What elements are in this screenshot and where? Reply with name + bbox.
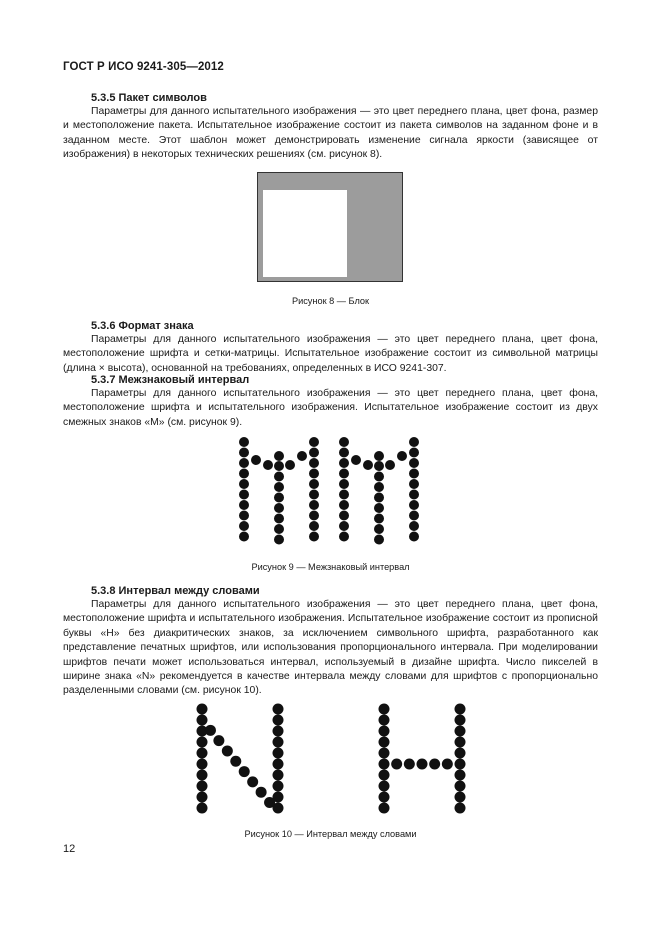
figure-10-n-dot [273,726,284,737]
figure-8-white-block [263,190,347,277]
figure-9-m-right-dot [409,479,419,489]
figure-9-m-right-dot [374,472,384,482]
figure-10-h-dot [379,715,390,726]
figure-10-h-dot [455,759,466,770]
figure-9-m-left-dot [239,500,249,510]
figure-9-m-left-dot [274,503,284,513]
section-5-3-8-text: Параметры для данного испытательного изображения — это цвет переднего плана, цвет фона, местоположение шрифта и испытательного изображения. Испытательное изображение состоит из прописной буквы «Н» без диакритических знаков, за исключением символьного шрифта, разработанного как представление печатных шрифтов, или использования пропорционального интервала. При моделировании шрифтов печати может использоваться интервал, используемый в дизайне шрифта. Число пикселей в ширине знака «N» рекомендуется в качестве интервала между словами для шрифтов с пропорционально разделенными словами (см. рисунок 10). [63,599,598,697]
figure-9-m-left-dot [239,437,249,447]
figure-9-m-right-dot [374,482,384,492]
figure-10-n-dot [197,792,208,803]
figure-10-h-dot [455,781,466,792]
figure-9-m-left-dot [239,469,249,479]
figure-9-m-right-dot [374,514,384,524]
figure-10-n-dot [273,748,284,759]
figure-9-m-left-dot [239,448,249,458]
figure-10-h-dot [379,770,390,781]
figure-10-h-dot [379,737,390,748]
figure-10-h-dot [429,759,440,770]
figure-10-h-dot [455,737,466,748]
figure-9-m-left-dot [285,460,295,470]
figure-9-m-right-dot [339,500,349,510]
figure-10-h-dot [455,803,466,814]
figure-10-n-and-h-letters [188,697,478,825]
figure-9-m-left-dot [274,451,284,461]
figure-10-n-dot [247,776,258,787]
figure-8-caption: Рисунок 8 — Блок [291,296,370,306]
figure-10-n-dot [273,704,284,715]
figure-10-n-dot [239,766,250,777]
figure-9-m-right-dot [409,458,419,468]
figure-9-m-right-dot [351,455,361,465]
figure-10-n-dot [197,704,208,715]
figure-9-m-right-dot [374,524,384,534]
figure-9-m-right-dot [409,448,419,458]
figure-10-h-dot [391,759,402,770]
figure-9-two-m-letters [232,432,427,552]
figure-10-n-dot [197,748,208,759]
figure-9-m-right-dot [409,437,419,447]
figure-9-m-right-dot [339,437,349,447]
section-5-3-6-heading: 5.3.6 Формат знака [91,320,194,332]
figure-9-m-right-dot [363,460,373,470]
figure-9-m-left-dot [309,479,319,489]
figure-9-m-right-dot [374,461,384,471]
figure-9-m-left-dot [263,460,273,470]
figure-9-m-left-dot [309,521,319,531]
figure-10-n-dot [197,715,208,726]
section-5-3-7-heading: 5.3.7 Межзнаковый интервал [91,374,250,386]
figure-9-m-left-dot [274,535,284,545]
figure-9-m-left-dot [239,458,249,468]
figure-10-n-dot [273,770,284,781]
figure-10-n-dot [205,725,216,736]
figure-9-m-right-dot [339,532,349,542]
figure-10-n-dot [273,781,284,792]
figure-10-h-dot [379,803,390,814]
section-5-3-6-text: Параметры для данного испытательного изображения — это цвет переднего плана, цвет фона, местоположение шрифта и сетки-матрицы. Испытательное изображение состоит из символьной матрицы (длина × высота), основанной на требованиях, определенных в ИСО 9241-307. [63,334,598,374]
section-5-3-5-heading: 5.3.5 Пакет символов [91,92,207,104]
figure-9-m-right-dot [409,532,419,542]
figure-9-m-right-dot [374,535,384,545]
figure-9-m-left-dot [239,532,249,542]
figure-9-m-left-dot [274,472,284,482]
figure-10-n-dot [197,737,208,748]
figure-10-h-dot [455,704,466,715]
figure-9-m-right-dot [339,448,349,458]
figure-9-m-right-dot [339,458,349,468]
figure-9-m-left-dot [251,455,261,465]
figure-10-h-dot [379,704,390,715]
figure-10-h-dot [417,759,428,770]
document-header: ГОСТ Р ИСО 9241-305—2012 [63,61,224,73]
figure-10-n-dot [230,756,241,767]
figure-8-block [257,172,403,282]
figure-9-m-right-dot [339,490,349,500]
figure-9-m-right-dot [374,451,384,461]
section-5-3-8-heading: 5.3.8 Интервал между словами [91,585,260,597]
figure-10-h-dot [379,781,390,792]
figure-9-m-right-dot [374,503,384,513]
figure-9-m-left-dot [309,490,319,500]
figure-9-m-left-dot [239,479,249,489]
figure-10-n-dot [197,803,208,814]
section-5-3-5-text: Параметры для данного испытательного изображения — это цвет переднего плана, цвет фона, размер и местоположение пакета. Испытательное изображение состоит из пакета символов на заданном фоне и в заданном месте. Этот шаблон может демонстрировать изменение сигнала яркости (зависящее от изображения) в некоторых технических решениях (см. рисунок 8). [63,106,598,161]
figure-9-caption: Рисунок 9 — Межзнаковый интервал [251,562,410,572]
figure-10-h-dot [379,726,390,737]
figure-10-n-dot [273,715,284,726]
figure-10-h-dot [379,759,390,770]
figure-9-m-left-dot [309,448,319,458]
figure-9-m-left-dot [239,521,249,531]
figure-10-n-dot [197,770,208,781]
figure-9-m-right-dot [339,521,349,531]
figure-9-m-left-dot [309,469,319,479]
figure-10-caption: Рисунок 10 — Интервал между словами [244,829,417,839]
figure-10-h-dot [404,759,415,770]
figure-9-m-right-dot [409,469,419,479]
figure-10-h-dot [379,792,390,803]
figure-9-m-left-dot [274,524,284,534]
figure-10-n-dot [222,745,233,756]
figure-9-m-left-dot [309,532,319,542]
figure-10-h-dot [455,792,466,803]
figure-10-n-dot [213,735,224,746]
figure-9-m-right-dot [409,511,419,521]
figure-9-m-right-dot [374,493,384,503]
figure-10-n-dot [264,797,275,808]
figure-10-n-dot [197,781,208,792]
figure-10-h-dot [455,748,466,759]
figure-9-m-left-dot [274,461,284,471]
figure-9-m-left-dot [239,490,249,500]
figure-10-h-dot [442,759,453,770]
figure-9-m-right-dot [339,511,349,521]
figure-10-h-dot [379,748,390,759]
figure-10-n-dot [273,737,284,748]
figure-9-m-left-dot [274,493,284,503]
figure-9-m-right-dot [385,460,395,470]
figure-9-m-left-dot [309,500,319,510]
figure-10-h-dot [455,770,466,781]
figure-9-m-left-dot [297,451,307,461]
figure-10-n-dot [273,759,284,770]
figure-10-n-dot [197,759,208,770]
page-number: 12 [63,843,76,855]
figure-10-h-dot [455,715,466,726]
figure-10-n-dot [256,787,267,798]
figure-9-m-left-dot [239,511,249,521]
figure-9-m-right-dot [409,500,419,510]
figure-9-m-left-dot [274,482,284,492]
section-5-3-7-text: Параметры для данного испытательного изображения — это цвет переднего плана, цвет фона, местоположение шрифта и испытательного изображения. Испытательное изображение состоит из двух смежных знаков «М» (см. рисунок 9). [63,388,598,428]
figure-9-m-right-dot [339,479,349,489]
figure-9-m-left-dot [309,437,319,447]
figure-9-m-right-dot [409,490,419,500]
figure-9-m-right-dot [409,521,419,531]
figure-9-m-left-dot [309,458,319,468]
figure-9-m-right-dot [339,469,349,479]
figure-9-m-left-dot [309,511,319,521]
figure-10-h-dot [455,726,466,737]
figure-9-m-right-dot [397,451,407,461]
figure-9-m-left-dot [274,514,284,524]
